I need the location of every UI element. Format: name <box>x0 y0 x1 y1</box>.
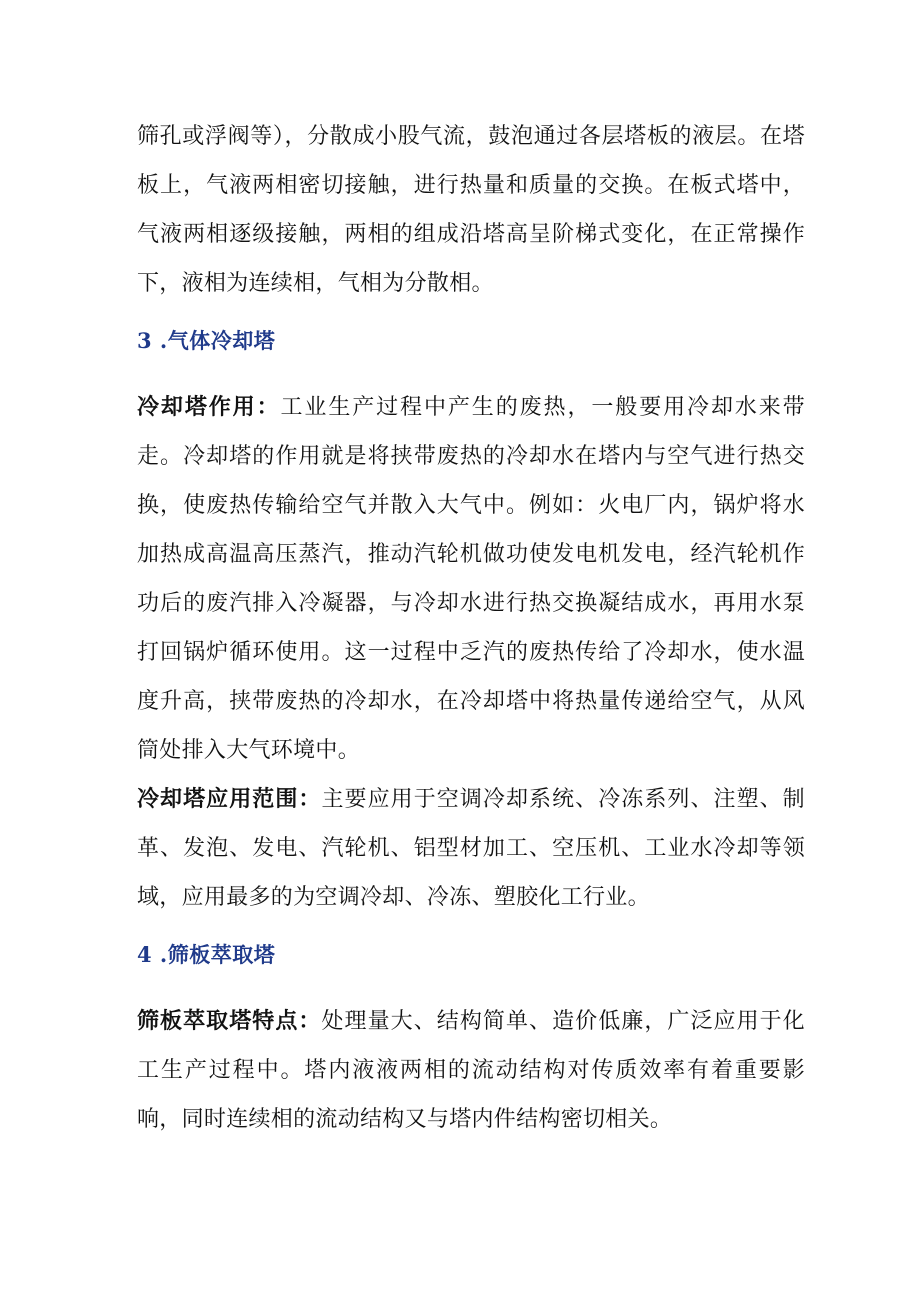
document-content <box>137 112 805 1144</box>
cooling-tower-function-label: 冷却塔作用： <box>137 394 281 420</box>
sieve-tray-feature-text: 处理量大、结构简单、造价低廉，广泛应用于化工生产过程中。塔内液液两相的流动结构对传质效率有着重要影响，同时连续相的流动结构又与塔内件结构密切相关。 <box>137 1009 805 1132</box>
cooling-tower-function-paragraph <box>137 383 805 775</box>
section-4-heading: 4 .筛板萃取塔 <box>137 942 276 967</box>
cooling-tower-function-text: 工业生产过程中产生的废热，一般要用冷却水来带走。冷却塔的作用就是将挟带废热的冷却水在塔内与空气进行热交换，使废热传输给空气并散入大气中。例如：火电厂内，锅炉将水加热成高温高压蒸汽，推动汽轮机做功使发电机发电，经汽轮机作功后的废汽排入冷凝器，与冷却水进行热交换凝结成水，再用水泵打回锅炉循环使用。这一过程中乏汽的废热传给了冷却水，使水温度升高，挟带废热的冷却水，在冷却塔中将热量传递给空气，从风筒处排入大气环境中。 <box>137 395 805 763</box>
sieve-tray-feature-label: 筛板萃取塔特点： <box>137 1008 322 1034</box>
cooling-tower-application-label: 冷却塔应用范围： <box>137 786 322 812</box>
sieve-tray-feature-paragraph <box>137 997 805 1144</box>
section-3-heading: 3 .气体冷却塔 <box>137 328 276 353</box>
intro-paragraph: 筛孔或浮阀等），分散成小股气流，鼓泡通过各层塔板的液层。在塔板上，气液两相密切接触，进行热量和质量的交换。在板式塔中，气液两相逐级接触，两相的组成沿塔高呈阶梯式变化，在正常操作下，液相为连续相，气相为分散相。 <box>137 124 805 296</box>
cooling-tower-application-paragraph <box>137 775 805 922</box>
cooling-tower-application-text: 主要应用于空调冷却系统、冷冻系列、注塑、制革、发泡、发电、汽轮机、铝型材加工、空压机、工业水冷却等领域，应用最多的为空调冷却、冷冻、塑胶化工行业。 <box>137 787 805 910</box>
